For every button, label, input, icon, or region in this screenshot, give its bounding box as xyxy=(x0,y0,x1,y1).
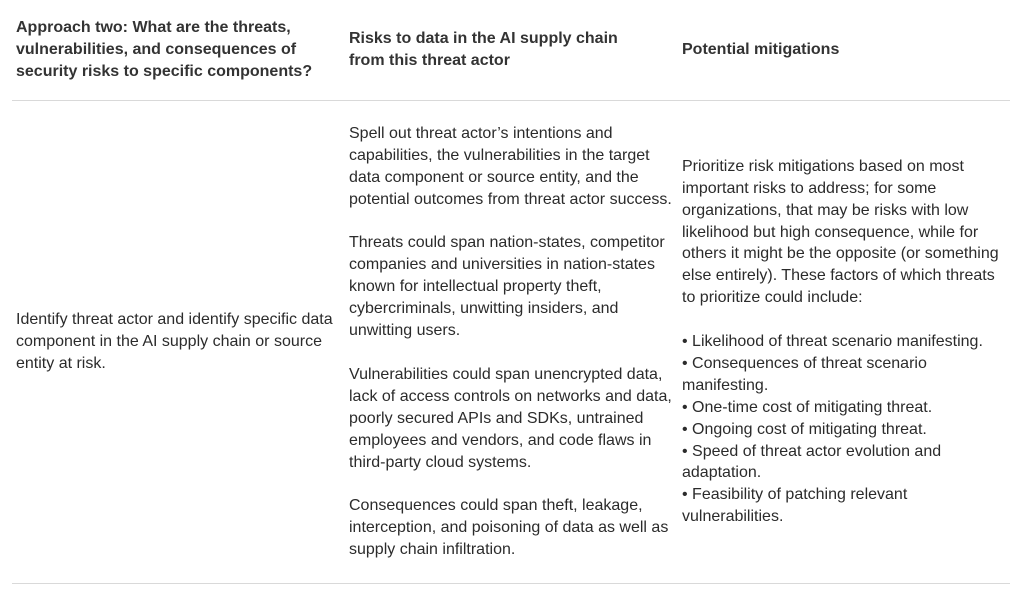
table-row xyxy=(12,101,1010,584)
list-item: • Consequences of threat scenario manifesting. xyxy=(682,353,1006,397)
risks-paragraph: Vulnerabilities could span unencrypted data, lack of access controls on networks and data, poorly secured APIs and SDKs, untrained employees and vendors, and code flaws in third-party cloud systems. xyxy=(349,365,672,471)
mitigations-intro: Prioritize risk mitigations based on most important risks to address; for some organizations, that may be risks with low likelihood but high consequence, while for others it might be the opposite (or something else entirely). These factors of which threats to prioritize could include: xyxy=(682,157,999,307)
list-item: • One-time cost of mitigating threat. xyxy=(682,397,1006,419)
list-item: • Likelihood of threat scenario manifesting. xyxy=(682,331,1006,353)
mitigation-factor-list xyxy=(682,331,1006,528)
list-item: • Feasibility of patching relevant vulnerabilities. xyxy=(682,484,1006,528)
mitigations-cell xyxy=(678,156,1010,528)
risks-cell xyxy=(345,123,678,561)
approach-cell: Identify threat actor and identify specific data component in the AI supply chain or source entity at risk. xyxy=(16,311,333,372)
table-header-row xyxy=(12,0,1010,101)
list-item: • Speed of threat actor evolution and adaptation. xyxy=(682,441,1006,485)
threat-mitigation-table xyxy=(12,0,1010,584)
header-mitigations: Potential mitigations xyxy=(682,41,840,59)
risks-paragraph: Spell out threat actor’s intentions and capabilities, the vulnerabilities in the target data component or source entity, and the potential outcomes from threat actor success. xyxy=(349,124,672,208)
risks-paragraph: Consequences could span theft, leakage, interception, and poisoning of data as well as supply chain infiltration. xyxy=(349,497,669,559)
header-approach: Approach two: What are the threats, vulnerabilities, and consequences of security risks to specific components? xyxy=(16,19,313,80)
risks-paragraph: Threats could span nation-states, competitor companies and universities in nation-states known for intellectual property theft, cybercriminals, unwitting insiders, and unwitting users. xyxy=(349,234,665,340)
list-item: • Ongoing cost of mitigating threat. xyxy=(682,419,1006,441)
header-risks: Risks to data in the AI supply chain from this threat actor xyxy=(349,30,618,69)
